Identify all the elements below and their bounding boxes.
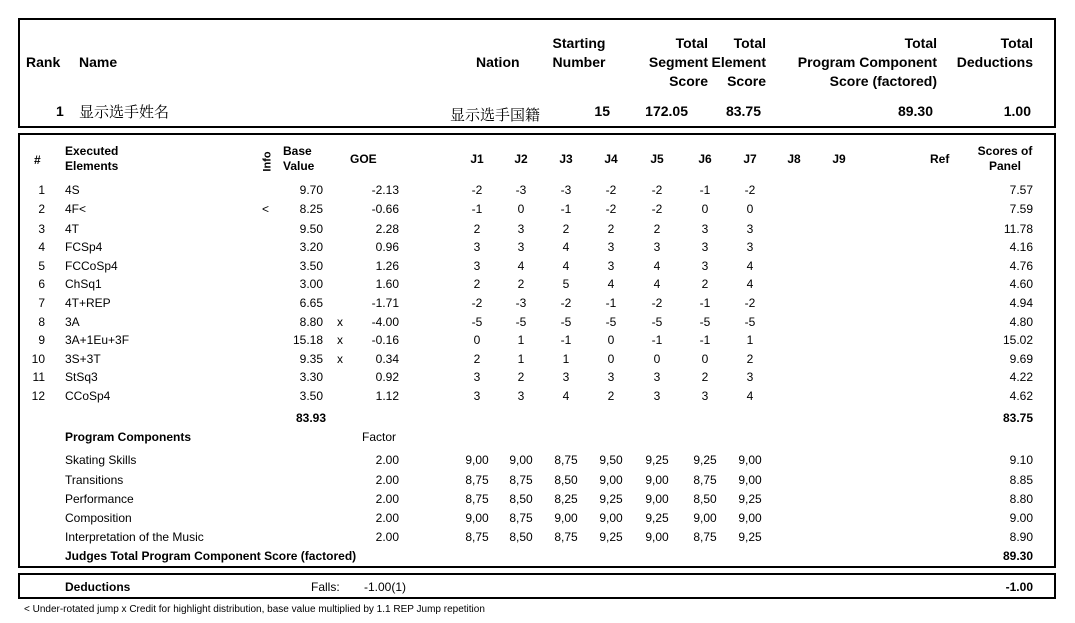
element-goe: 2.28 [375,222,399,236]
element-number: 1 [38,183,45,197]
component-judge-score: 8,75 [509,473,533,487]
element-base-value: 3.20 [299,240,323,254]
element-base-value: 3.50 [299,259,323,273]
component-panel-score: 8.85 [1009,473,1033,487]
element-panel-score: 15.02 [1002,333,1033,347]
falls-value: -1.00(1) [364,580,407,594]
element-judge-score: 2 [607,222,615,236]
element-base-value: 3.00 [299,277,323,291]
element-panel-score: 7.59 [1009,202,1033,216]
judge-header-j4: J4 [604,152,618,166]
header-rank: Rank [26,54,61,70]
element-judge-score: 0 [517,202,525,216]
element-base-value: 8.25 [299,202,323,216]
skater-starting-number: 15 [594,103,610,119]
element-number: 4 [38,240,45,254]
component-judge-score: 8,75 [509,511,533,525]
deductions-box [18,573,1056,599]
element-judge-score: 0 [701,352,709,366]
element-judge-score: -2 [744,296,756,310]
element-judge-score: 0 [701,202,709,216]
element-number: 11 [32,370,45,384]
component-name: Composition [65,511,132,525]
element-judge-score: -1 [560,202,572,216]
component-judge-score: 8,50 [554,473,578,487]
header-total-deductions: Total Deductions [956,35,1033,70]
element-panel-score: 11.78 [1003,222,1033,236]
element-judge-score: -3 [560,183,572,197]
skater-nation: 显示选手国籍 [450,106,541,124]
skater-total-deductions: 1.00 [1003,103,1031,119]
element-judge-score: 3 [653,370,661,384]
elements-header-num: # [34,153,41,167]
element-judge-score: 1 [746,333,754,347]
deductions-total: -1.00 [1005,580,1033,594]
element-judge-score: 4 [517,259,525,273]
component-judge-score: 9,00 [738,473,762,487]
element-judge-score: 4 [653,277,661,291]
element-name: 4T+REP [65,296,111,310]
judge-header-j6: J6 [698,152,712,166]
element-judge-score: 2 [607,389,615,403]
element-judge-score: -5 [699,315,711,329]
element-name: 3S+3T [65,352,101,366]
element-panel-score: 9.69 [1009,352,1033,366]
elements-header-executed: Executed Elements [65,144,119,173]
component-factor: 2.00 [375,511,399,525]
element-judge-score: -1 [560,333,572,347]
elements-header-ref: Ref [930,152,950,166]
pcs-total-value: 89.30 [1002,549,1033,563]
element-number: 12 [31,389,45,403]
element-judge-score: 0 [607,333,615,347]
element-name: 4T [65,222,80,236]
element-bonus-marker: x [337,315,343,329]
element-panel-score: 7.57 [1009,183,1033,197]
component-judge-score: 9,00 [738,511,762,525]
element-judge-score: 2 [653,222,661,236]
component-judge-score: 8,50 [693,492,717,506]
component-judge-score: 8,75 [465,492,489,506]
component-judge-score: 9,00 [599,473,623,487]
judge-header-j1: J1 [470,152,484,166]
element-judge-score: -2 [471,296,483,310]
component-judge-score: 8,50 [509,492,533,506]
element-judge-score: 3 [701,259,709,273]
element-judge-score: -1 [651,333,663,347]
element-panel-score: 4.94 [1009,296,1033,310]
element-panel-score: 4.76 [1009,259,1033,273]
element-judge-score: -5 [515,315,527,329]
element-judge-score: 3 [473,389,481,403]
element-judge-score: -1 [605,296,617,310]
element-judge-score: 3 [473,370,481,384]
component-judge-score: 8,75 [693,473,717,487]
skater-name: 显示选手姓名 [79,103,170,121]
component-judge-score: 8,75 [693,530,717,544]
element-judge-score: -5 [471,315,483,329]
element-judge-score: -2 [651,183,663,197]
header-nation: Nation [476,54,520,70]
element-judge-score: 0 [746,202,754,216]
component-judge-score: 8,75 [465,530,489,544]
component-judge-score: 9,00 [465,511,489,525]
component-judge-score: 9,00 [554,511,578,525]
element-judge-score: -2 [651,202,663,216]
element-goe: 0.96 [375,240,399,254]
element-judge-score: 3 [701,222,709,236]
component-panel-score: 9.10 [1009,453,1033,467]
judge-header-j3: J3 [559,152,573,166]
element-judge-score: -3 [515,296,527,310]
component-judge-score: 9,00 [738,453,762,467]
element-judge-score: -2 [605,183,617,197]
header-name: Name [79,54,118,70]
element-number: 6 [38,277,45,291]
element-judge-score: -1 [471,202,483,216]
skater-total-segment-score: 172.05 [645,103,688,119]
element-judge-score: 3 [653,389,661,403]
element-judge-score: 3 [607,240,615,254]
component-judge-score: 8,75 [465,473,489,487]
component-judge-score: 9,25 [738,530,762,544]
element-name: FCSp4 [65,240,103,254]
element-name: 3A+1Eu+3F [65,333,130,347]
element-base-value: 6.65 [299,296,323,310]
component-judge-score: 9,00 [693,511,717,525]
pcs-total-label: Judges Total Program Component Score (factored) [65,549,357,563]
component-judge-score: 9,00 [645,530,669,544]
element-base-value: 3.30 [299,370,323,384]
component-name: Interpretation of the Music [65,530,204,544]
element-judge-score: 1 [517,352,525,366]
element-goe: -2.13 [371,183,399,197]
element-goe: 1.12 [375,389,399,403]
component-judge-score: 9,25 [693,453,717,467]
element-judge-score: 3 [653,240,661,254]
element-goe: -1.71 [371,296,399,310]
element-name: 4S [65,183,80,197]
element-number: 7 [38,296,45,310]
element-base-value: 8.80 [299,315,323,329]
element-base-value: 9.35 [299,352,323,366]
elements-header-panel: Scores of Panel [977,144,1033,173]
falls-label: Falls: [311,580,340,594]
element-judge-score: 2 [701,277,709,291]
element-judge-score: 0 [607,352,615,366]
element-judge-score: 2 [473,222,481,236]
element-judge-score: 3 [701,240,709,254]
element-judge-score: 2 [701,370,709,384]
element-panel-score: 4.16 [1009,240,1033,254]
element-judge-score: -3 [515,183,527,197]
element-panel-score: 4.62 [1009,389,1033,403]
element-goe: 0.92 [375,370,399,384]
element-judge-score: 3 [517,389,525,403]
judge-header-j8: J8 [787,152,801,166]
element-judge-score: 3 [701,389,709,403]
component-name: Performance [65,492,134,506]
component-judge-score: 9,25 [645,453,669,467]
element-goe: -0.16 [371,333,399,347]
element-judge-score: 4 [562,240,570,254]
element-judge-score: -5 [744,315,756,329]
element-number: 10 [31,352,45,366]
element-panel-score: 4.60 [1009,277,1033,291]
component-judge-score: 9,00 [509,453,533,467]
element-judge-score: -2 [744,183,756,197]
elements-header-info: Info [261,151,274,172]
element-bonus-marker: x [337,333,343,347]
element-name: 3A [65,315,80,329]
component-factor: 2.00 [375,453,399,467]
element-goe: 0.34 [375,352,399,366]
judge-header-j7: J7 [743,152,757,166]
legend-footnote: < Under-rotated jump x Credit for highlight distribution, base value multiplied by 1.1 REP Jump repetition [24,604,485,615]
component-judge-score: 9,50 [599,453,623,467]
element-judge-score: 2 [473,277,481,291]
element-judge-score: 4 [746,259,754,273]
element-judge-score: 3 [517,240,525,254]
component-panel-score: 9.00 [1009,511,1033,525]
element-judge-score: -5 [560,315,572,329]
element-bonus-marker: x [337,352,343,366]
element-base-value: 15.18 [292,333,323,347]
element-judge-score: 3 [607,259,615,273]
element-judge-score: 3 [517,222,525,236]
element-judge-score: 3 [746,370,754,384]
element-base-value: 3.50 [299,389,323,403]
judge-header-j5: J5 [650,152,664,166]
element-judge-score: 4 [746,277,754,291]
element-number: 9 [38,333,45,347]
element-judge-score: -2 [560,296,572,310]
element-judge-score: -1 [699,333,711,347]
elements-header-goe: GOE [350,152,377,166]
component-judge-score: 9,00 [599,511,623,525]
element-number: 5 [38,259,45,273]
base-value-total: 83.93 [295,411,326,425]
element-name: StSq3 [65,370,98,384]
element-judge-score: -5 [605,315,617,329]
component-judge-score: 9,00 [465,453,489,467]
component-judge-score: 9,25 [599,492,623,506]
program-components-label: Program Components [65,430,192,444]
element-judge-score: -2 [651,296,663,310]
judge-header-j9: J9 [832,152,846,166]
component-judge-score: 9,00 [645,492,669,506]
header-starting-number: Starting Number [552,35,606,70]
component-factor: 2.00 [375,492,399,506]
element-judge-score: 1 [562,352,570,366]
element-judge-score: 2 [517,277,525,291]
skater-total-pcs: 89.30 [897,103,933,119]
component-judge-score: 9,25 [738,492,762,506]
element-name: 4F< [65,202,87,216]
element-judge-score: 3 [562,370,570,384]
element-judge-score: 3 [746,240,754,254]
component-judge-score: 9,25 [645,511,669,525]
element-judge-score: -2 [605,202,617,216]
skater-total-element-score: 83.75 [725,103,761,119]
element-judge-score: 4 [562,259,570,273]
element-goe: -4.00 [371,315,399,329]
element-number: 2 [38,202,45,216]
component-judge-score: 8,25 [554,492,578,506]
element-judge-score: -1 [699,183,711,197]
elements-score-total: 83.75 [1002,411,1033,425]
element-number: 3 [38,222,45,236]
component-panel-score: 8.80 [1009,492,1033,506]
element-panel-score: 4.22 [1009,370,1033,384]
deductions-label: Deductions [65,580,131,594]
component-name: Skating Skills [65,453,137,467]
element-goe: 1.26 [375,259,399,273]
component-judge-score: 8,50 [509,530,533,544]
header-total-pcs: Total Program Component Score (factored) [797,35,937,89]
component-judge-score: 8,75 [554,530,578,544]
element-judge-score: -1 [699,296,711,310]
element-name: FCCoSp4 [65,259,118,273]
judge-header-j2: J2 [514,152,528,166]
element-goe: -0.66 [371,202,399,216]
component-judge-score: 9,25 [599,530,623,544]
element-base-value: 9.50 [299,222,323,236]
component-factor: 2.00 [375,530,399,544]
element-name: CCoSp4 [65,389,111,403]
element-number: 8 [38,315,45,329]
element-judge-score: 3 [473,240,481,254]
element-judge-score: -5 [651,315,663,329]
element-judge-score: 2 [517,370,525,384]
element-judge-score: 1 [517,333,525,347]
element-name: ChSq1 [65,277,102,291]
element-goe: 1.60 [375,277,399,291]
skater-rank: 1 [56,103,64,119]
element-judge-score: 4 [653,259,661,273]
component-name: Transitions [65,473,124,487]
element-judge-score: -2 [471,183,483,197]
element-judge-score: 5 [562,277,570,291]
element-judge-score: 2 [473,352,481,366]
header-total-element-score: Total Element Score [711,35,766,89]
element-judge-score: 3 [473,259,481,273]
element-judge-score: 2 [746,352,754,366]
element-base-value: 9.70 [299,183,323,197]
component-factor: 2.00 [375,473,399,487]
element-judge-score: 0 [473,333,481,347]
component-judge-score: 8,75 [554,453,578,467]
element-judge-score: 4 [746,389,754,403]
component-judge-score: 9,00 [645,473,669,487]
element-info: < [262,202,270,216]
elements-header-base: Base Value [283,144,315,173]
program-components-factor-header: Factor [362,430,397,444]
element-judge-score: 2 [562,222,570,236]
component-panel-score: 8.90 [1009,530,1033,544]
element-judge-score: 0 [653,352,661,366]
element-judge-score: 4 [607,277,615,291]
element-judge-score: 4 [562,389,570,403]
element-judge-score: 3 [746,222,754,236]
element-judge-score: 3 [607,370,615,384]
element-panel-score: 4.80 [1009,315,1033,329]
header-total-segment-score: Total Segment Score [648,35,708,89]
